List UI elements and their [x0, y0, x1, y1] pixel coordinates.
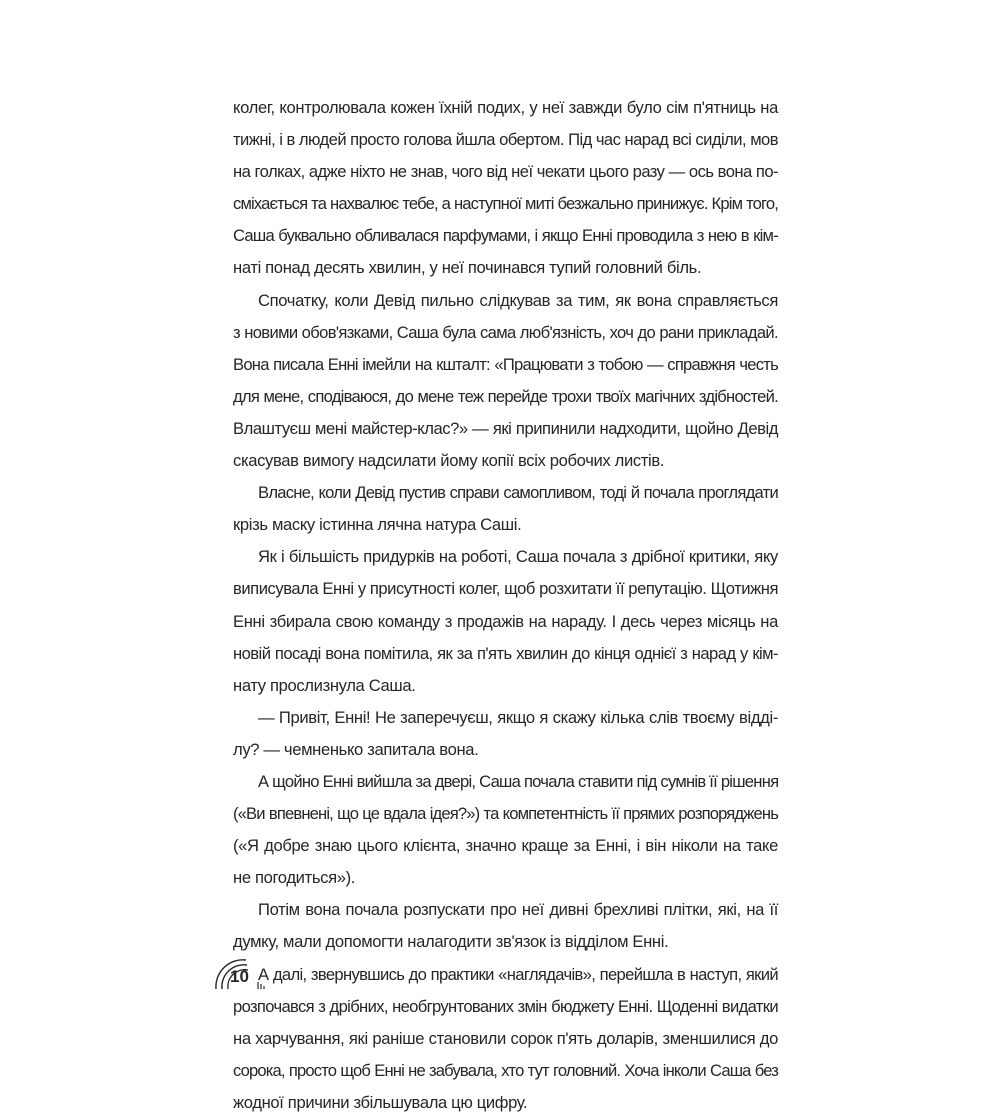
text-line: думку, мали допомогти налагодити зв'язок із відділом Енні.: [233, 932, 669, 952]
text-line: крізь маску істинна лячна натура Саші.: [233, 515, 522, 535]
text-line: Як і більшість придурків на роботі, Саша почала з дрібної критики, яку: [258, 547, 778, 567]
text-line: розпочався з дрібних, необгрунтованих змін бюджету Енні. Щоденні видатки: [233, 996, 778, 1016]
text-line: новій посаді вона помітила, як за п'ять хвилин до кінця однієї з нарад у кім-: [233, 643, 778, 663]
text-line: Влаштуєш мені майстер-клас?» — які припинили надходити, щойно Девід: [233, 418, 778, 438]
page-folio: [200, 958, 280, 992]
text-line: («Ви впевнені, що це вдала ідея?») та компетентність її прямих розпоряджень: [233, 804, 778, 824]
text-line: виписувала Енні у присутності колег, щоб розхитати її репутацію. Щотижня: [233, 579, 778, 599]
text-line: тижні, і в людей просто голова йшла обертом. Під час нарад всі сиділи, мов: [233, 130, 778, 150]
text-line: жодної причини збільшувала цю цифру.: [233, 1092, 528, 1112]
text-line: не погодиться»).: [233, 868, 356, 888]
text-line: сорока, просто щоб Енні не забувала, хто тут головний. Хоча інколи Саша без: [233, 1060, 778, 1080]
text-line: А далі, звернувшись до практики «наглядачів», перейшла в наступ, який: [258, 964, 778, 984]
page-number: 10: [230, 967, 249, 986]
text-line: для мене, сподіваюся, до мене теж перейде трохи твоїх магічних здібностей.: [233, 386, 778, 406]
text-line: — Привіт, Енні! Не заперечуєш, якщо я скажу кілька слів твоєму відді-: [258, 707, 778, 727]
text-line: з новими обов'язками, Саша була сама люб'язність, хоч до рани прикладай.: [233, 322, 778, 342]
text-line: наті понад десять хвилин, у неї починався тупий головний біль.: [233, 258, 702, 278]
text-line: Потім вона почала розпускати про неї дивні брехливі плітки, які, на її: [258, 900, 778, 920]
text-line: («Я добре знаю цього клієнта, значно краще за Енні, і він ніколи на таке: [233, 836, 778, 856]
body-text: [233, 92, 778, 1119]
text-line: сміхається та нахвалює тебе, а наступної миті безжально принижує. Крім того,: [233, 194, 778, 214]
text-line: колег, контролювала кожен їхній подих, у неї завжди було сім п'ятниць на: [233, 98, 778, 117]
text-line: Енні збирала свою команду з продажів на нараду. І десь через місяць на: [233, 611, 778, 631]
text-line: на харчування, які раніше становили сорок п'ять доларів, зменшилися до: [233, 1028, 778, 1048]
text-line: А щойно Енні вийшла за двері, Саша почала ставити під сумнів її рішення: [258, 771, 779, 791]
text-line: на голках, адже ніхто не знав, чого від неї чекати цього разу — ось вона по-: [233, 162, 778, 182]
text-line: скасував вимогу надсилати йому копії всіх робочих листів.: [233, 451, 665, 471]
text-line: Саша буквально обливалася парфумами, і якщо Енні проводила з нею в кім-: [233, 226, 778, 246]
text-line: Вона писала Енні імейли на кшталт: «Працювати з тобою — справжня честь: [233, 354, 778, 374]
text-line: лу? — чемненько запитала вона.: [233, 739, 479, 759]
text-line: Спочатку, коли Девід пильно слідкував за тим, як вона справляється: [258, 290, 778, 310]
text-line: Власне, коли Девід пустив справи самопливом, тоді й почала проглядати: [258, 483, 778, 503]
text-line: нату прослизнула Саша.: [233, 675, 416, 695]
